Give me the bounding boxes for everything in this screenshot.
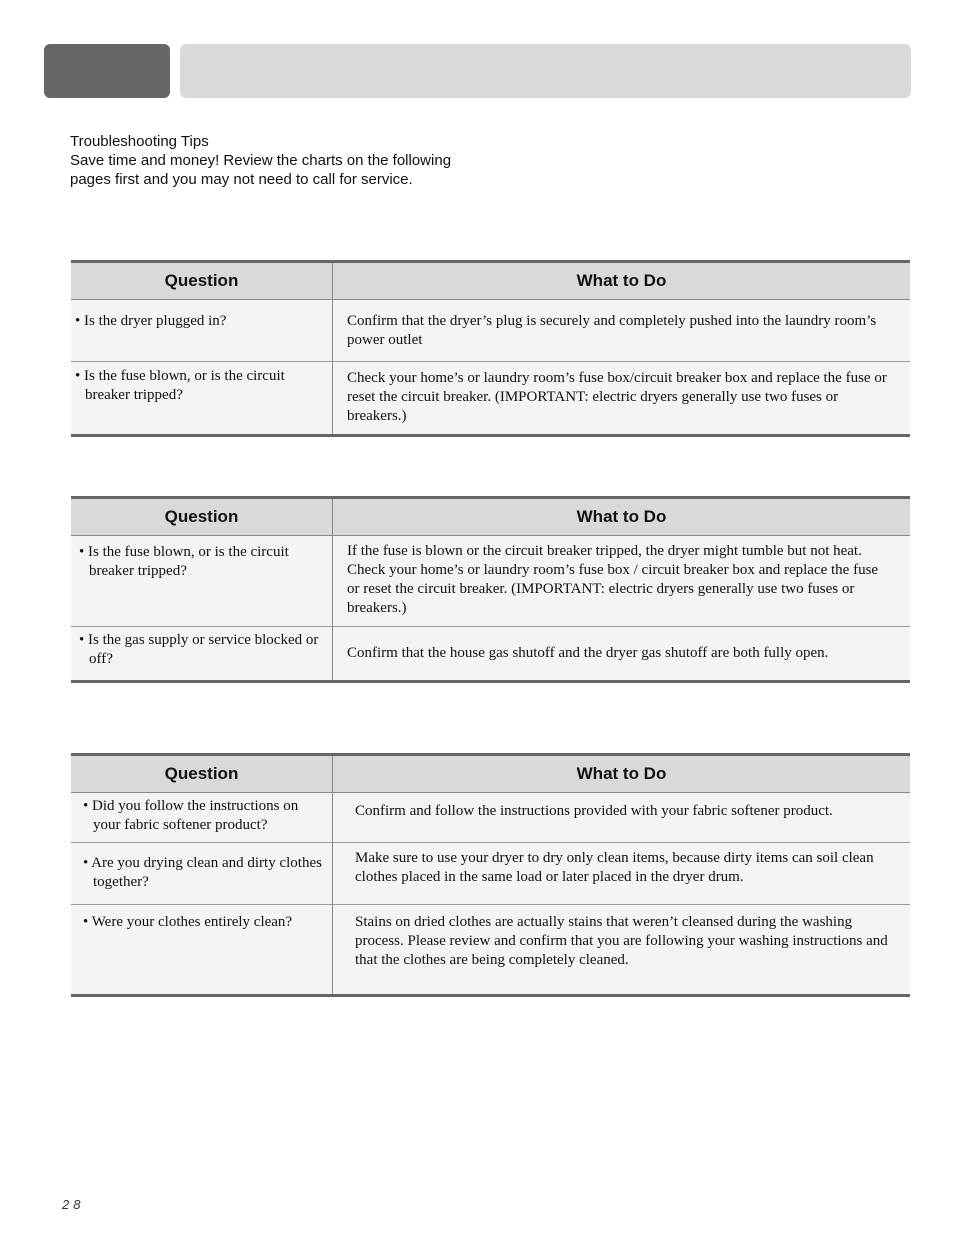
intro-line: Save time and money! Review the charts on the following <box>70 152 452 169</box>
table-row <box>71 793 910 843</box>
page-number: 28 <box>62 1197 85 1212</box>
question-header: Question <box>71 262 333 300</box>
troubleshooting-table-3 <box>71 753 910 997</box>
intro-title: Troubleshooting Tips <box>70 133 209 150</box>
intro-line: pages first and you may not need to call for service. <box>70 171 413 188</box>
table-row <box>71 300 910 362</box>
answer-cell: Check your home’s or laundry room’s fuse box/circuit breaker box and replace the fuse or reset the circuit breaker. (IMPORTANT: electric dryers generally use two fuses or breakers.) <box>347 370 887 424</box>
answer-cell: Confirm that the house gas shutoff and the dryer gas shutoff are both fully open. <box>347 645 829 661</box>
intro-text <box>70 132 451 189</box>
troubleshooting-table-1 <box>71 260 910 437</box>
answer-cell: Stains on dried clothes are actually stains that weren’t cleansed during the washing process. Please review and confirm that you are following your washing instructions and that the clothes are being completely cleaned. <box>355 914 888 968</box>
question-header: Question <box>71 498 333 536</box>
table-row <box>71 905 910 996</box>
answer-cell: Confirm that the dryer’s plug is securely and completely pushed into the laundry room’s power outlet <box>347 313 877 348</box>
table-row <box>71 362 910 436</box>
what-to-do-header: What to Do <box>333 498 911 536</box>
table-row <box>71 536 910 627</box>
table-header <box>71 755 910 793</box>
question-cell: • Is the fuse blown, or is the circuit breaker tripped? <box>79 544 289 579</box>
question-cell: • Are you drying clean and dirty clothes together? <box>83 855 322 890</box>
question-cell: • Is the gas supply or service blocked or off? <box>79 632 319 667</box>
header-tab-dark <box>44 44 170 98</box>
table-header <box>71 262 910 300</box>
header-bar <box>180 44 911 98</box>
table-row <box>71 627 910 682</box>
table-header <box>71 498 910 536</box>
what-to-do-header: What to Do <box>333 262 911 300</box>
table-row <box>71 843 910 905</box>
question-cell: • Were your clothes entirely clean? <box>83 914 293 930</box>
question-header: Question <box>71 755 333 793</box>
question-cell: • Is the fuse blown, or is the circuit breaker tripped? <box>75 368 285 403</box>
troubleshooting-table-2 <box>71 496 910 683</box>
answer-cell: Confirm and follow the instructions provided with your fabric softener product. <box>355 803 833 819</box>
question-cell: • Did you follow the instructions on your fabric softener product? <box>83 798 299 833</box>
what-to-do-header: What to Do <box>333 755 911 793</box>
answer-cell: If the fuse is blown or the circuit breaker tripped, the dryer might tumble but not heat. Check your home’s or laundry room’s fuse box / circuit breaker box and replace the fuse or reset the circuit breaker. (IMPORTANT: electric dryers generally use two fuses or breakers.) <box>347 543 879 616</box>
answer-cell: Make sure to use your dryer to dry only clean items, because dirty items can soil clean clothes placed in the same load or later placed in the dryer drum. <box>355 850 874 885</box>
question-cell: • Is the dryer plugged in? <box>75 313 227 329</box>
